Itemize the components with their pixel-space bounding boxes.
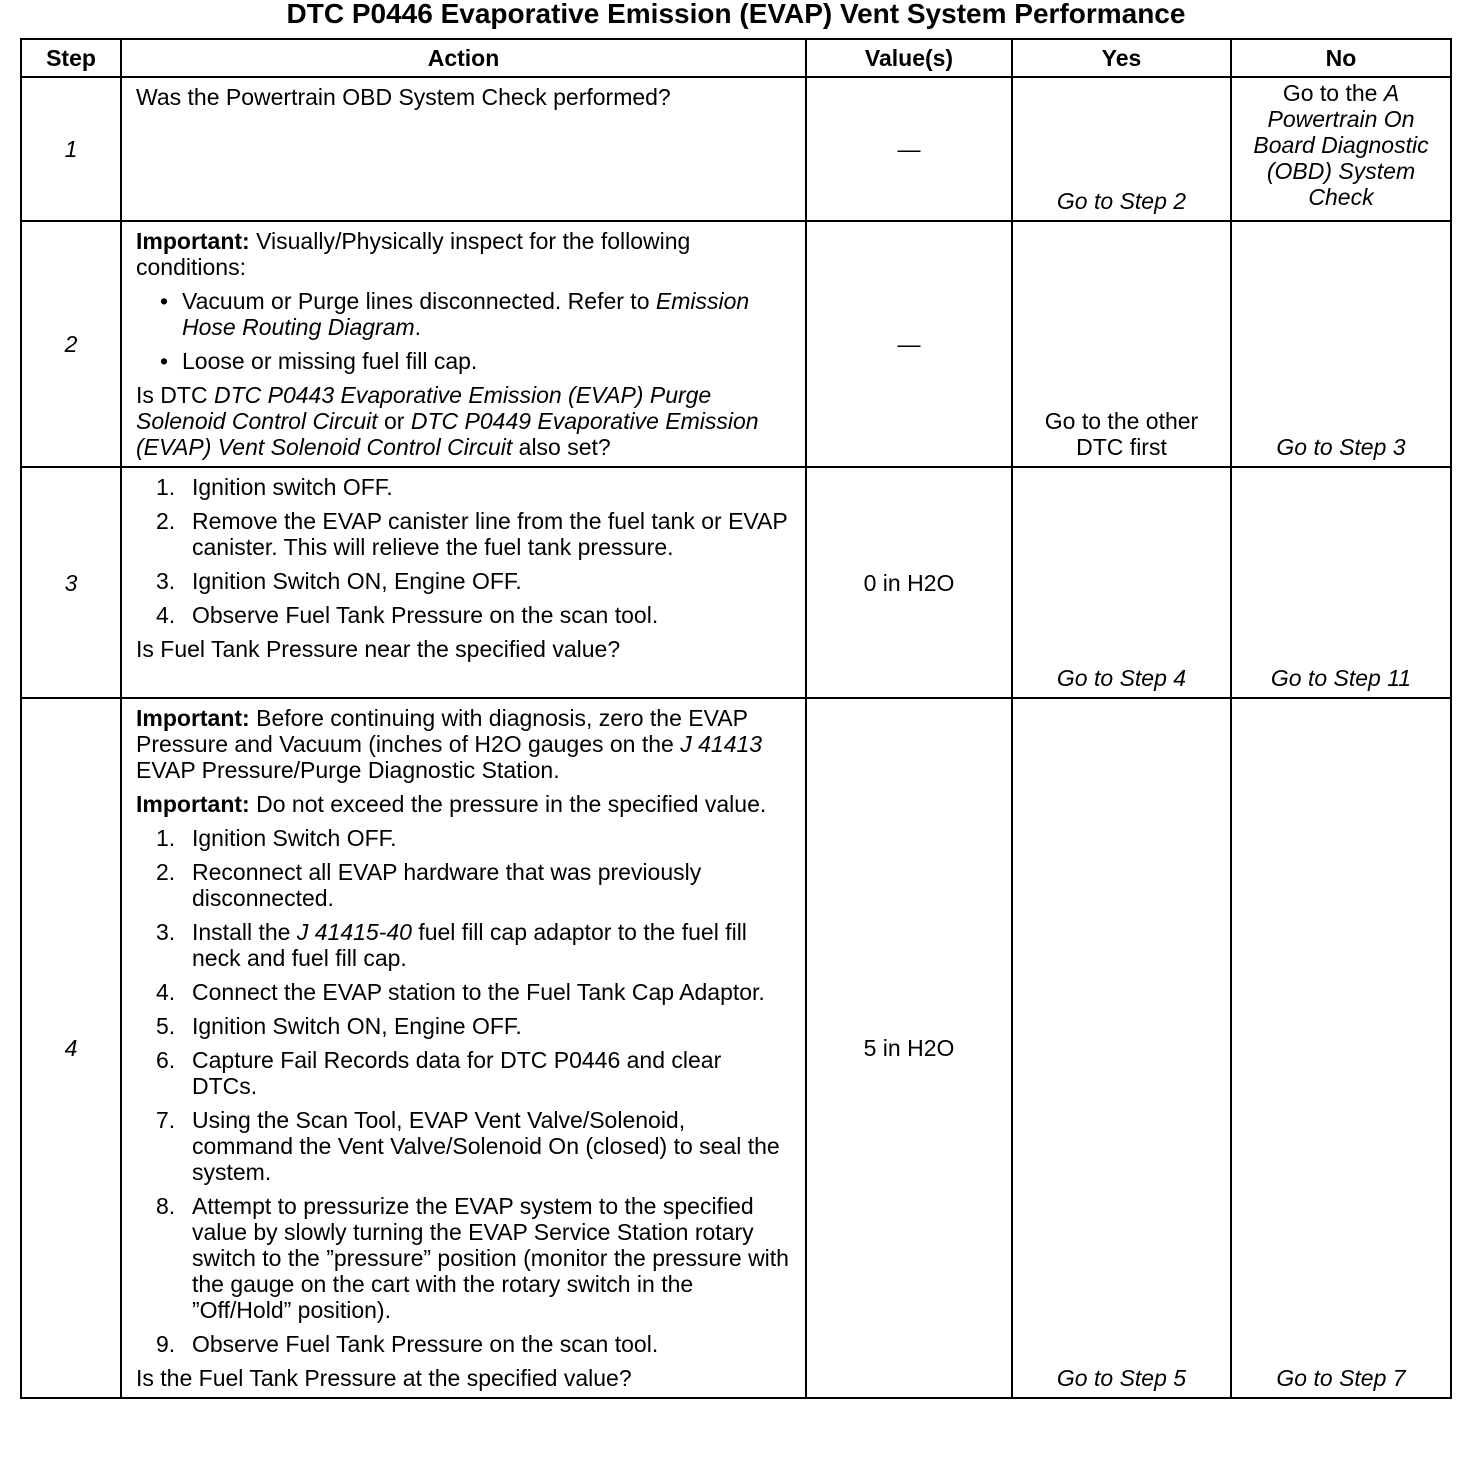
list-item (156, 919, 791, 971)
list-item-text: Ignition Switch ON, Engine OFF. (192, 1013, 522, 1039)
important-text: Do not exceed the pressure in the specified value. (249, 791, 767, 817)
item-number: 7. (156, 1107, 176, 1133)
item-number: 1. (156, 474, 176, 500)
item-number: 6. (156, 1047, 176, 1073)
list-item (182, 288, 791, 340)
table-row (21, 77, 1451, 221)
action-cell (121, 698, 806, 1398)
procedure-list (136, 825, 791, 1357)
important-note (136, 791, 791, 817)
list-item-end: . (414, 314, 422, 340)
value-cell: — (806, 77, 1012, 221)
list-item-text: Reconnect all EVAP hardware that was previously disconnected. (192, 859, 702, 911)
item-number: 8. (156, 1193, 176, 1219)
list-item (156, 1107, 791, 1185)
header-values: Value(s) (806, 39, 1012, 77)
list-item-text: Attempt to pressurize the EVAP system to the specified value by slowly turning the EVAP Service Station rotary switch to the ”pressure” position (monitor the pressure with the gauge on the cart with the rotary switch in the ”Off/Hold” position). (192, 1193, 789, 1323)
important-text: EVAP Pressure/Purge Diagnostic Station. (136, 757, 560, 783)
list-item-text: Ignition Switch OFF. (192, 825, 397, 851)
no-link[interactable]: Go to Step 3 (1231, 221, 1451, 467)
item-number: 9. (156, 1331, 176, 1357)
list-item (156, 602, 791, 628)
item-number: 2. (156, 859, 176, 885)
important-note (136, 705, 791, 783)
step-number: 2 (21, 221, 121, 467)
important-label: Important: (136, 791, 250, 817)
header-step: Step (21, 39, 121, 77)
no-link[interactable]: Go to Step 7 (1231, 698, 1451, 1398)
hose-diagram-link[interactable]: Emission Hose Routing Diagram (182, 288, 750, 340)
list-item-text: Observe Fuel Tank Pressure on the scan tool. (192, 602, 659, 628)
list-item-text: Using the Scan Tool, EVAP Vent Valve/Solenoid, command the Vent Valve/Solenoid On (closed) to seal the system. (192, 1107, 780, 1185)
list-item: • Loose or missing fuel fill cap. (182, 348, 791, 374)
table-row (21, 467, 1451, 698)
list-item (156, 568, 791, 594)
list-item (156, 474, 791, 500)
dtc-p0443-link[interactable]: DTC P0443 Evaporative Emission (EVAP) Purge Solenoid Control Circuit (136, 382, 712, 434)
tool-j41413-link[interactable]: J 41413 (680, 731, 763, 757)
question-text: or (377, 408, 411, 434)
question (136, 382, 791, 460)
action-cell (121, 77, 806, 221)
item-number: 5. (156, 1013, 176, 1039)
step-number: 3 (21, 467, 121, 698)
item-number: 1. (156, 825, 176, 851)
dtc-p0449-link[interactable]: DTC P0449 Evaporative Emission (EVAP) Vent Solenoid Control Circuit (136, 408, 759, 460)
header-row (21, 39, 1451, 77)
question: Is Fuel Tank Pressure near the specified value? (136, 636, 621, 662)
list-item-text: Ignition switch OFF. (192, 474, 393, 500)
condition-list (136, 288, 791, 374)
value-cell: 0 in H2O (806, 467, 1012, 698)
list-item-text: Install the (192, 919, 297, 945)
list-item (156, 1193, 791, 1323)
question-text: Is DTC (136, 382, 214, 408)
question-text: also set? (512, 434, 611, 460)
yes-cell: Go to the other DTC first (1012, 221, 1231, 467)
yes-link[interactable]: Go to Step 4 (1012, 467, 1231, 698)
list-item (156, 825, 791, 851)
header-yes: Yes (1012, 39, 1231, 77)
procedure-list (136, 474, 791, 628)
item-number: 3. (156, 568, 176, 594)
no-link[interactable]: Go to Step 11 (1231, 467, 1451, 698)
item-number: 4. (156, 979, 176, 1005)
action-cell (121, 467, 806, 698)
list-item-text: Connect the EVAP station to the Fuel Tank Cap Adaptor. (192, 979, 765, 1005)
page-title: DTC P0446 Evaporative Emission (EVAP) Vent System Performance (286, 0, 1186, 29)
important-note (136, 228, 791, 280)
item-number: 2. (156, 508, 176, 534)
table-row (21, 221, 1451, 467)
step-number: 1 (21, 77, 121, 221)
list-item (156, 508, 791, 560)
table-row (21, 698, 1451, 1398)
list-item-text: Capture Fail Records data for DTC P0446 and clear DTCs. (192, 1047, 722, 1099)
list-item-text: Remove the EVAP canister line from the fuel tank or EVAP canister. This will relieve the fuel tank pressure. (192, 508, 788, 560)
list-item-text: Ignition Switch ON, Engine OFF. (192, 568, 522, 594)
step-number: 4 (21, 698, 121, 1398)
no-prefix: Go to the (1282, 80, 1384, 106)
list-item (156, 979, 791, 1005)
header-no: No (1231, 39, 1451, 77)
no-cell (1231, 77, 1451, 221)
yes-link[interactable]: Go to Step 5 (1012, 698, 1231, 1398)
item-number: 3. (156, 919, 176, 945)
list-item-text: fuel fill cap adaptor to the fuel fill neck and fuel fill cap. (192, 919, 747, 971)
important-label: Important: (136, 705, 250, 731)
tool-j41415-link[interactable]: J 41415-40 (296, 919, 412, 945)
list-item-text: Vacuum or Purge lines disconnected. Refer to (182, 288, 656, 314)
question: Is the Fuel Tank Pressure at the specified value? (136, 1365, 632, 1391)
header-action: Action (121, 39, 806, 77)
diagnostic-table (20, 38, 1452, 1399)
list-item (156, 1047, 791, 1099)
action-cell (121, 221, 806, 467)
list-item (156, 859, 791, 911)
list-item (156, 1013, 791, 1039)
important-text: Visually/Physically inspect for the following conditions: (136, 228, 691, 280)
question: Was the Powertrain OBD System Check performed? (136, 84, 671, 110)
list-item (156, 1331, 791, 1357)
important-text: Before continuing with diagnosis, zero the EVAP Pressure and Vacuum (inches of H2O gauges on the (136, 705, 748, 757)
value-cell: 5 in H2O (806, 698, 1012, 1398)
yes-link[interactable]: Go to Step 2 (1012, 77, 1231, 221)
item-number: 4. (156, 602, 176, 628)
list-item-text: Observe Fuel Tank Pressure on the scan tool. (192, 1331, 659, 1357)
no-link[interactable]: A Powertrain On Board Diagnostic (OBD) System Check (1253, 80, 1429, 210)
value-cell: — (806, 221, 1012, 467)
important-label: Important: (136, 228, 250, 254)
